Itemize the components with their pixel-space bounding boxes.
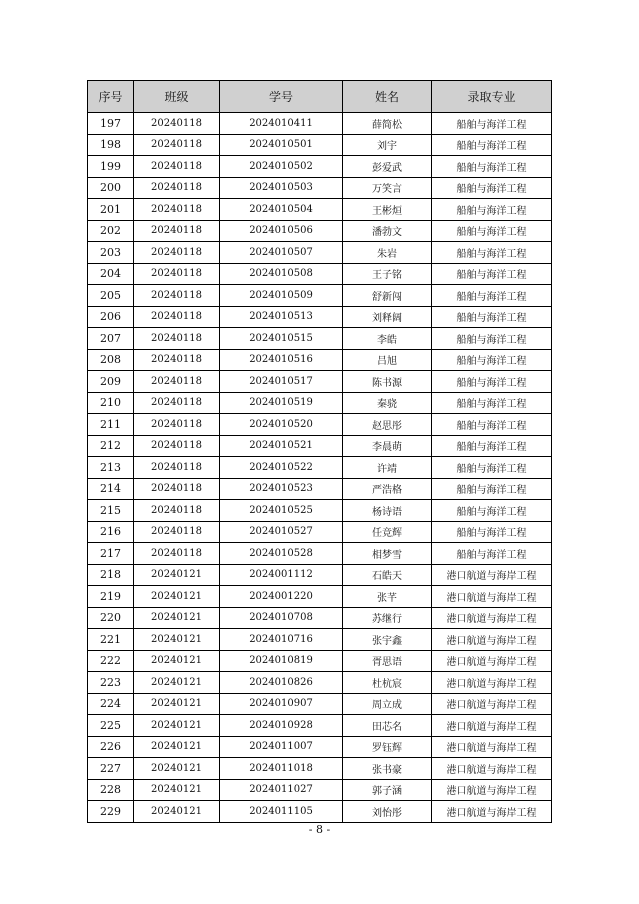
cell-major: 港口航道与海岸工程 — [432, 629, 552, 651]
cell-class: 20240118 — [134, 113, 220, 135]
cell-name: 严浩格 — [343, 478, 432, 500]
table-row — [88, 414, 552, 436]
cell-name: 杜杭宸 — [343, 672, 432, 694]
cell-name: 王彬烜 — [343, 199, 432, 221]
table-row — [88, 392, 552, 414]
cell-student-id: 2024010527 — [220, 521, 343, 543]
cell-student-id: 2024010826 — [220, 672, 343, 694]
cell-name: 张书豪 — [343, 758, 432, 780]
cell-seq: 221 — [88, 629, 134, 651]
cell-major: 船舶与海洋工程 — [432, 285, 552, 307]
cell-major: 港口航道与海岸工程 — [432, 779, 552, 801]
table-row — [88, 177, 552, 199]
cell-major: 港口航道与海岸工程 — [432, 586, 552, 608]
table-row — [88, 263, 552, 285]
cell-seq: 201 — [88, 199, 134, 221]
cell-seq: 200 — [88, 177, 134, 199]
cell-class: 20240118 — [134, 392, 220, 414]
cell-student-id: 2024010708 — [220, 607, 343, 629]
cell-class: 20240121 — [134, 564, 220, 586]
cell-major: 船舶与海洋工程 — [432, 392, 552, 414]
cell-seq: 217 — [88, 543, 134, 565]
cell-student-id: 2024010411 — [220, 113, 343, 135]
cell-class: 20240118 — [134, 242, 220, 264]
cell-class: 20240118 — [134, 134, 220, 156]
cell-class: 20240121 — [134, 779, 220, 801]
cell-name: 刘怡彤 — [343, 801, 432, 823]
cell-major: 港口航道与海岸工程 — [432, 715, 552, 737]
cell-name: 刘宇 — [343, 134, 432, 156]
cell-major: 船舶与海洋工程 — [432, 134, 552, 156]
cell-name: 张宇鑫 — [343, 629, 432, 651]
cell-student-id: 2024010522 — [220, 457, 343, 479]
cell-class: 20240118 — [134, 285, 220, 307]
table-row — [88, 285, 552, 307]
cell-student-id: 2024010520 — [220, 414, 343, 436]
cell-class: 20240121 — [134, 672, 220, 694]
cell-seq: 223 — [88, 672, 134, 694]
cell-seq: 210 — [88, 392, 134, 414]
cell-name: 薛简松 — [343, 113, 432, 135]
cell-student-id: 2024010503 — [220, 177, 343, 199]
cell-seq: 224 — [88, 693, 134, 715]
cell-class: 20240118 — [134, 500, 220, 522]
cell-student-id: 2024010928 — [220, 715, 343, 737]
header-name: 姓名 — [343, 81, 432, 113]
cell-seq: 228 — [88, 779, 134, 801]
cell-student-id: 2024010502 — [220, 156, 343, 178]
cell-seq: 205 — [88, 285, 134, 307]
cell-seq: 212 — [88, 435, 134, 457]
cell-major: 船舶与海洋工程 — [432, 500, 552, 522]
cell-class: 20240121 — [134, 736, 220, 758]
cell-name: 周立成 — [343, 693, 432, 715]
table-row — [88, 242, 552, 264]
cell-seq: 207 — [88, 328, 134, 350]
cell-class: 20240121 — [134, 758, 220, 780]
cell-major: 船舶与海洋工程 — [432, 156, 552, 178]
cell-class: 20240118 — [134, 457, 220, 479]
header-student-id: 学号 — [220, 81, 343, 113]
cell-seq: 202 — [88, 220, 134, 242]
cell-class: 20240121 — [134, 715, 220, 737]
cell-student-id: 2024011027 — [220, 779, 343, 801]
cell-class: 20240118 — [134, 220, 220, 242]
table-row — [88, 779, 552, 801]
cell-major: 船舶与海洋工程 — [432, 177, 552, 199]
cell-student-id: 2024010515 — [220, 328, 343, 350]
table-row — [88, 478, 552, 500]
cell-student-id: 2024010506 — [220, 220, 343, 242]
table-row — [88, 134, 552, 156]
cell-class: 20240118 — [134, 328, 220, 350]
cell-student-id: 2024010508 — [220, 263, 343, 285]
table-row — [88, 500, 552, 522]
cell-seq: 208 — [88, 349, 134, 371]
table-row — [88, 693, 552, 715]
cell-student-id: 2024001112 — [220, 564, 343, 586]
cell-name: 胥思语 — [343, 650, 432, 672]
cell-seq: 214 — [88, 478, 134, 500]
cell-seq: 229 — [88, 801, 134, 823]
admission-table-container — [87, 80, 551, 823]
cell-seq: 203 — [88, 242, 134, 264]
table-row — [88, 457, 552, 479]
cell-major: 船舶与海洋工程 — [432, 543, 552, 565]
cell-major: 船舶与海洋工程 — [432, 328, 552, 350]
cell-student-id: 2024010716 — [220, 629, 343, 651]
cell-student-id: 2024010907 — [220, 693, 343, 715]
header-class: 班级 — [134, 81, 220, 113]
table-row — [88, 349, 552, 371]
cell-class: 20240118 — [134, 478, 220, 500]
cell-name: 王子铭 — [343, 263, 432, 285]
cell-name: 李晨萌 — [343, 435, 432, 457]
cell-student-id: 2024010528 — [220, 543, 343, 565]
cell-name: 彭爱武 — [343, 156, 432, 178]
table-row — [88, 607, 552, 629]
cell-class: 20240118 — [134, 263, 220, 285]
cell-major: 船舶与海洋工程 — [432, 242, 552, 264]
cell-major: 港口航道与海岸工程 — [432, 801, 552, 823]
cell-class: 20240118 — [134, 177, 220, 199]
cell-student-id: 2024010509 — [220, 285, 343, 307]
cell-name: 万笑言 — [343, 177, 432, 199]
cell-name: 刘释阔 — [343, 306, 432, 328]
cell-major: 港口航道与海岸工程 — [432, 650, 552, 672]
cell-class: 20240118 — [134, 306, 220, 328]
cell-class: 20240121 — [134, 650, 220, 672]
cell-name: 石皓天 — [343, 564, 432, 586]
table-row — [88, 306, 552, 328]
header-seq: 序号 — [88, 81, 134, 113]
cell-major: 船舶与海洋工程 — [432, 220, 552, 242]
table-row — [88, 564, 552, 586]
table-row — [88, 220, 552, 242]
cell-major: 船舶与海洋工程 — [432, 113, 552, 135]
cell-name: 舒新闯 — [343, 285, 432, 307]
table-row — [88, 629, 552, 651]
cell-name: 许靖 — [343, 457, 432, 479]
table-row — [88, 736, 552, 758]
table-row — [88, 113, 552, 135]
cell-class: 20240118 — [134, 156, 220, 178]
cell-class: 20240121 — [134, 629, 220, 651]
cell-student-id: 2024010516 — [220, 349, 343, 371]
table-row — [88, 586, 552, 608]
cell-class: 20240121 — [134, 607, 220, 629]
cell-class: 20240118 — [134, 371, 220, 393]
table-row — [88, 156, 552, 178]
cell-major: 船舶与海洋工程 — [432, 435, 552, 457]
table-row — [88, 715, 552, 737]
cell-seq: 225 — [88, 715, 134, 737]
cell-student-id: 2024010507 — [220, 242, 343, 264]
page-number: - 8 - — [308, 823, 331, 836]
cell-major: 港口航道与海岸工程 — [432, 693, 552, 715]
cell-seq: 209 — [88, 371, 134, 393]
table-row — [88, 371, 552, 393]
cell-class: 20240121 — [134, 586, 220, 608]
cell-name: 任竞辉 — [343, 521, 432, 543]
cell-seq: 219 — [88, 586, 134, 608]
table-row — [88, 801, 552, 823]
cell-major: 船舶与海洋工程 — [432, 349, 552, 371]
cell-name: 郭子涵 — [343, 779, 432, 801]
cell-student-id: 2024011018 — [220, 758, 343, 780]
cell-major: 船舶与海洋工程 — [432, 371, 552, 393]
cell-seq: 213 — [88, 457, 134, 479]
cell-name: 陈书源 — [343, 371, 432, 393]
cell-student-id: 2024010819 — [220, 650, 343, 672]
cell-seq: 198 — [88, 134, 134, 156]
cell-seq: 220 — [88, 607, 134, 629]
cell-major: 港口航道与海岸工程 — [432, 564, 552, 586]
cell-seq: 222 — [88, 650, 134, 672]
cell-student-id: 2024011105 — [220, 801, 343, 823]
cell-seq: 226 — [88, 736, 134, 758]
cell-student-id: 2024010519 — [220, 392, 343, 414]
cell-major: 船舶与海洋工程 — [432, 478, 552, 500]
admission-table — [87, 80, 552, 823]
table-row — [88, 328, 552, 350]
cell-name: 赵思彤 — [343, 414, 432, 436]
cell-major: 港口航道与海岸工程 — [432, 672, 552, 694]
cell-name: 吕旭 — [343, 349, 432, 371]
table-row — [88, 435, 552, 457]
cell-class: 20240121 — [134, 801, 220, 823]
cell-student-id: 2024010517 — [220, 371, 343, 393]
cell-student-id: 2024010525 — [220, 500, 343, 522]
cell-major: 船舶与海洋工程 — [432, 306, 552, 328]
cell-name: 相梦雪 — [343, 543, 432, 565]
cell-major: 船舶与海洋工程 — [432, 199, 552, 221]
cell-name: 潘勃文 — [343, 220, 432, 242]
cell-name: 田芯名 — [343, 715, 432, 737]
cell-seq: 204 — [88, 263, 134, 285]
table-row — [88, 650, 552, 672]
cell-class: 20240118 — [134, 414, 220, 436]
cell-name: 罗钰辉 — [343, 736, 432, 758]
cell-seq: 215 — [88, 500, 134, 522]
cell-seq: 199 — [88, 156, 134, 178]
header-major: 录取专业 — [432, 81, 552, 113]
cell-class: 20240118 — [134, 435, 220, 457]
table-header-row — [88, 81, 552, 113]
table-row — [88, 672, 552, 694]
cell-class: 20240121 — [134, 693, 220, 715]
cell-major: 港口航道与海岸工程 — [432, 607, 552, 629]
cell-student-id: 2024010523 — [220, 478, 343, 500]
cell-student-id: 2024010501 — [220, 134, 343, 156]
cell-major: 船舶与海洋工程 — [432, 414, 552, 436]
cell-student-id: 2024010521 — [220, 435, 343, 457]
cell-name: 杨诗语 — [343, 500, 432, 522]
cell-name: 李皓 — [343, 328, 432, 350]
table-body — [88, 113, 552, 823]
cell-name: 朱岩 — [343, 242, 432, 264]
table-row — [88, 199, 552, 221]
cell-class: 20240118 — [134, 349, 220, 371]
cell-major: 船舶与海洋工程 — [432, 457, 552, 479]
table-row — [88, 543, 552, 565]
cell-name: 张芊 — [343, 586, 432, 608]
cell-seq: 211 — [88, 414, 134, 436]
cell-student-id: 2024010513 — [220, 306, 343, 328]
cell-seq: 197 — [88, 113, 134, 135]
cell-major: 船舶与海洋工程 — [432, 263, 552, 285]
cell-major: 船舶与海洋工程 — [432, 521, 552, 543]
table-row — [88, 521, 552, 543]
cell-class: 20240118 — [134, 199, 220, 221]
cell-name: 苏继行 — [343, 607, 432, 629]
cell-student-id: 2024011007 — [220, 736, 343, 758]
cell-seq: 218 — [88, 564, 134, 586]
cell-seq: 206 — [88, 306, 134, 328]
cell-class: 20240118 — [134, 543, 220, 565]
cell-seq: 227 — [88, 758, 134, 780]
cell-class: 20240118 — [134, 521, 220, 543]
cell-major: 港口航道与海岸工程 — [432, 758, 552, 780]
cell-seq: 216 — [88, 521, 134, 543]
cell-student-id: 2024001220 — [220, 586, 343, 608]
cell-major: 港口航道与海岸工程 — [432, 736, 552, 758]
table-row — [88, 758, 552, 780]
cell-student-id: 2024010504 — [220, 199, 343, 221]
cell-name: 秦骁 — [343, 392, 432, 414]
